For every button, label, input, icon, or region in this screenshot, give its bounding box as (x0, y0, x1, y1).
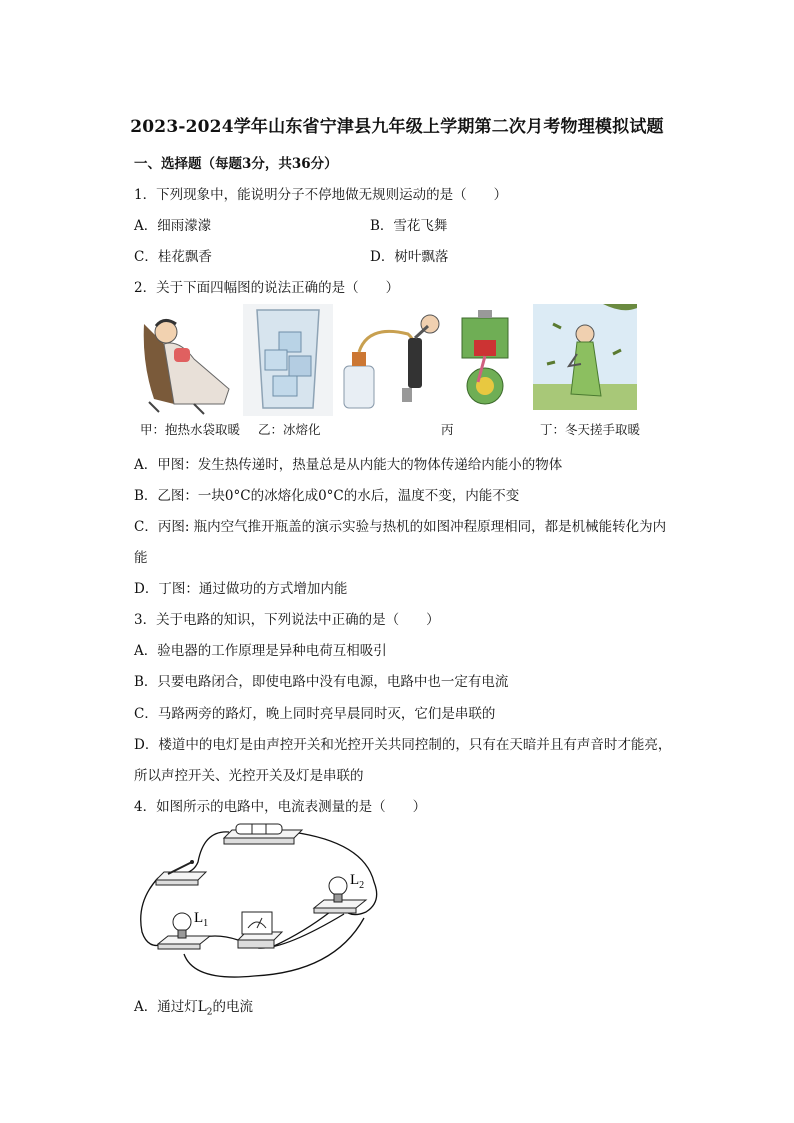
question-3-option-c: C．马路两旁的路灯，晚上同时亮早晨同时灭，它们是串联的 (134, 706, 496, 722)
question-1-option-c: C．桂花飘香 (134, 249, 212, 265)
figure-bing-pump-and-engine (338, 304, 528, 416)
label-l2: $L_2$ (350, 872, 365, 891)
question-1-stem: 1．下列现象中，能说明分子不停地做无规则运动的是（ ） (134, 187, 508, 203)
question-1-option-a: A．细雨濛濛 (134, 218, 212, 234)
exam-title: 2023-2024学年山东省宁津县九年级上学期第二次月考物理模拟试题 (130, 117, 664, 137)
caption-ding: 丁：冬天搓手取暖 (540, 422, 641, 437)
question-2-option-a: A．甲图：发生热传递时，热量总是从内能大的物体传递给内能小的物体 (134, 457, 563, 473)
caption-yi: 乙：冰熔化 (258, 422, 321, 437)
question-2-option-b: B．乙图：一块0°C的冰熔化成0°C的水后，温度不变，内能不变 (134, 488, 520, 504)
question-2-stem: 2．关于下面四幅图的说法正确的是（ ） (134, 280, 400, 296)
question-3-stem: 3．关于电路的知识，下列说法中正确的是（ ） (134, 612, 440, 628)
question-4-stem: 4．如图所示的电路中，电流表测量的是（ ） (134, 799, 427, 815)
caption-bing: 丙 (441, 422, 454, 437)
question-2-option-c-line1: C．丙图: 瓶内空气推开瓶盖的演示实验与热机的如图冲程原理相同，都是机械能转化为内 (134, 519, 667, 535)
question-1-option-d: D．树叶飘落 (370, 249, 449, 265)
question-1-option-b: B．雪花飞舞 (370, 218, 448, 234)
section-heading: 一、选择题（每题3分，共36分） (134, 156, 338, 172)
question-2-option-d: D．丁图：通过做功的方式增加内能 (134, 581, 348, 597)
figure-circuit-diagram (134, 822, 394, 990)
label-l1: $L_1$ (194, 910, 209, 929)
question-3-option-d-line1: D．楼道中的电灯是由声控开关和光控开关共同控制的，只有在天暗并且有声音时才能亮， (134, 737, 672, 753)
question-3-option-a: A．验电器的工作原理是异种电荷互相吸引 (134, 643, 387, 659)
figure-ding-rubbing-hands (533, 304, 637, 410)
question-3-option-b: B．只要电路闭合，即使电路中没有电源，电路中也一定有电流 (134, 674, 509, 690)
caption-jia: 甲：抱热水袋取暖 (140, 422, 241, 437)
figure-yi-ice-glass (243, 304, 333, 416)
figure-jia-hot-water-bag (134, 304, 238, 416)
question-4-option-a: A．通过灯$L_2$的电流 (134, 999, 253, 1018)
question-3-option-d-line2: 所以声控开关、光控开关及灯是串联的 (134, 768, 364, 784)
question-2-option-c-line2: 能 (134, 550, 148, 566)
